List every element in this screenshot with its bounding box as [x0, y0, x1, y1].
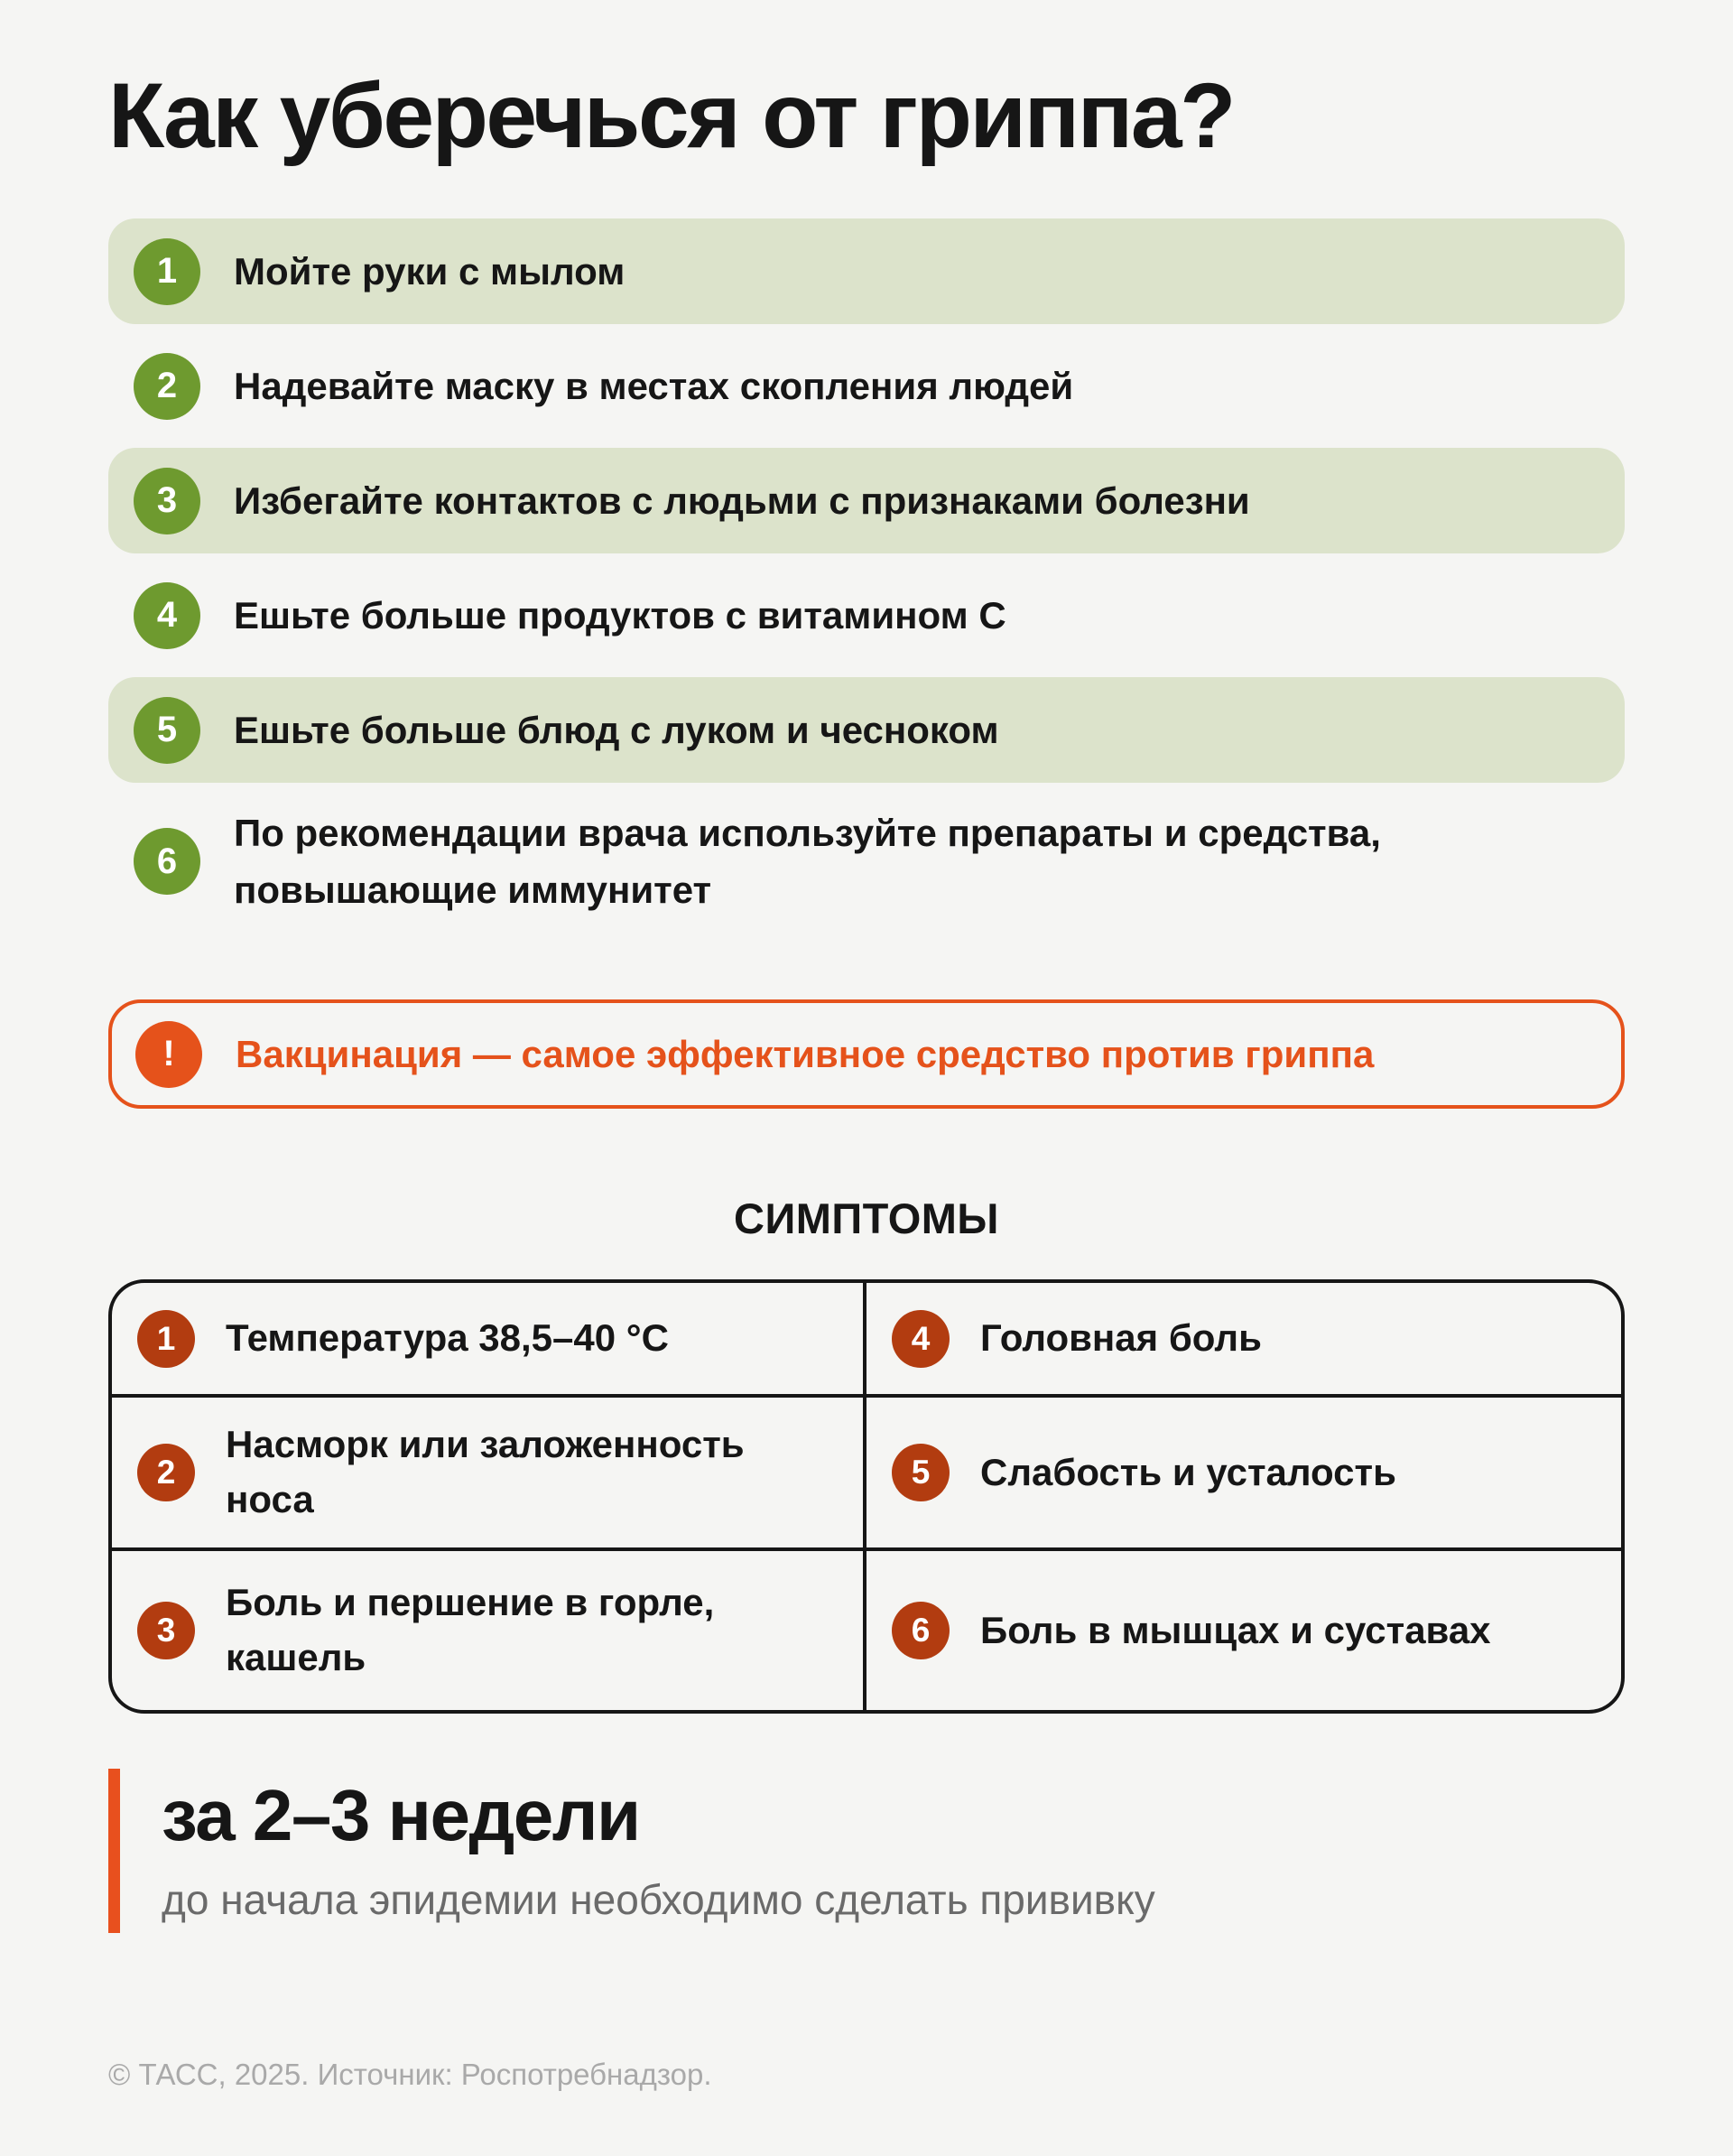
tip-number-badge: 5 — [134, 697, 200, 764]
symptom-number-badge: 1 — [137, 1310, 195, 1368]
symptom-cell-1 — [112, 1283, 866, 1398]
symptom-text: Боль и першение в горле, кашель — [226, 1581, 715, 1679]
vaccination-timing-note — [108, 1769, 1625, 1933]
tip-row-1 — [108, 218, 1625, 324]
tip-number-badge: 6 — [134, 828, 200, 895]
symptoms-table — [108, 1279, 1625, 1714]
symptom-number-badge: 3 — [137, 1602, 195, 1659]
tip-text: Надевайте маску в местах скопления людей — [234, 365, 1074, 408]
tip-row-4 — [108, 562, 1625, 668]
tip-row-3 — [108, 448, 1625, 553]
symptom-cell-4 — [866, 1283, 1621, 1398]
tip-text: Мойте руки с мылом — [234, 250, 626, 293]
exclamation-icon: ! — [135, 1021, 202, 1088]
symptom-number-badge: 5 — [892, 1444, 950, 1501]
note-subtitle: до начала эпидемии необходимо сделать прививку — [162, 1876, 1155, 1924]
symptom-text: Насморк или заложенность носа — [226, 1423, 745, 1521]
symptom-number-badge: 2 — [137, 1444, 195, 1501]
symptom-text: Слабость и усталость — [980, 1450, 1396, 1493]
tip-number-badge: 3 — [134, 468, 200, 534]
symptom-text: Головная боль — [980, 1316, 1262, 1360]
tip-row-6 — [108, 792, 1625, 931]
warning-text: Вакцинация — самое эффективное средство против гриппа — [236, 1032, 1375, 1075]
tip-number-badge: 2 — [134, 353, 200, 420]
footer-credit: © ТАСС, 2025. Источник: Роспотребнадзор. — [108, 2058, 712, 2092]
symptom-cell-5 — [866, 1398, 1621, 1551]
symptom-text: Боль в мышцах и суставах — [980, 1608, 1491, 1651]
symptom-cell-2 — [112, 1398, 866, 1551]
symptoms-heading: СИМПТОМЫ — [734, 1194, 999, 1243]
tip-row-5 — [108, 677, 1625, 783]
tip-text: Ешьте больше продуктов с витамином C — [234, 594, 1006, 637]
vaccination-warning-callout — [108, 999, 1625, 1109]
tip-number-badge: 4 — [134, 582, 200, 649]
symptom-number-badge: 4 — [892, 1310, 950, 1368]
note-highlight: за 2–3 недели — [162, 1775, 640, 1856]
page-title: Как уберечься от гриппа? — [108, 64, 1234, 167]
tip-text: Избегайте контактов с людьми с признаками болезни — [234, 479, 1250, 523]
symptom-cell-6 — [866, 1551, 1621, 1710]
symptom-cell-3 — [112, 1551, 866, 1710]
tip-number-badge: 1 — [134, 238, 200, 305]
tip-text: Ешьте больше блюд с луком и чесноком — [234, 709, 999, 752]
tip-row-2 — [108, 333, 1625, 439]
symptom-number-badge: 6 — [892, 1602, 950, 1659]
tip-text: По рекомендации врача используйте препараты и средства, повышающие иммунитет — [234, 812, 1381, 912]
prevention-tips-list — [108, 218, 1625, 931]
symptom-text: Температура 38,5–40 °C — [226, 1316, 669, 1360]
